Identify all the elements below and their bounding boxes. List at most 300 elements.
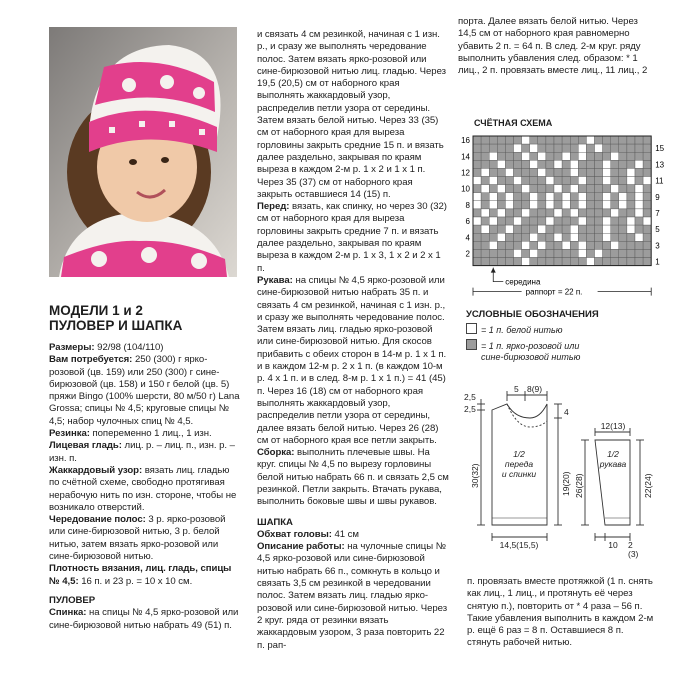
chart-cell bbox=[562, 233, 570, 241]
title-line-2: ПУЛОВЕР И ШАПКА bbox=[49, 318, 183, 333]
garment-schematics bbox=[455, 385, 670, 560]
chart-cell bbox=[522, 249, 530, 257]
chart-cell bbox=[554, 144, 562, 152]
chart-cell bbox=[570, 249, 578, 257]
column-1 bbox=[49, 342, 241, 632]
chart-row-number-left: 6 bbox=[465, 217, 470, 227]
sleeve-dim-bottom-b: 2 bbox=[628, 540, 633, 550]
chart-cell bbox=[514, 233, 522, 241]
jacquard-paragraph bbox=[49, 465, 241, 514]
chart-title: СЧЁТНАЯ СХЕМА bbox=[474, 118, 553, 128]
chart-cell bbox=[505, 185, 513, 193]
chart-cell bbox=[522, 217, 530, 225]
chart-cell bbox=[497, 160, 505, 168]
sleeves-label: Рукава: bbox=[257, 274, 293, 286]
chart-cell bbox=[570, 168, 578, 176]
chart-cell bbox=[635, 225, 643, 233]
chart-cell bbox=[627, 233, 635, 241]
chart-cell bbox=[611, 258, 619, 266]
chart-cell bbox=[562, 160, 570, 168]
chart-cell bbox=[473, 258, 481, 266]
chart-cell bbox=[554, 258, 562, 266]
chart-cell bbox=[578, 217, 586, 225]
chart-cell bbox=[603, 241, 611, 249]
chart-cell bbox=[505, 201, 513, 209]
chart-cell bbox=[627, 168, 635, 176]
chart-row-number-left: 14 bbox=[461, 152, 470, 162]
body-dim-left-a: 2,5 bbox=[464, 392, 476, 402]
chart-cell bbox=[619, 233, 627, 241]
hat-desc-paragraph bbox=[257, 541, 449, 652]
chart-row-number-right: 15 bbox=[655, 144, 665, 154]
chart-cell bbox=[635, 144, 643, 152]
gauge-paragraph bbox=[49, 563, 241, 588]
chart-cell bbox=[586, 241, 594, 249]
chart-cell bbox=[635, 168, 643, 176]
chart-cell bbox=[562, 201, 570, 209]
chart-cell bbox=[481, 144, 489, 152]
chart-cell bbox=[570, 144, 578, 152]
chart-cell bbox=[481, 193, 489, 201]
sizes-paragraph bbox=[49, 342, 241, 354]
stripes-paragraph bbox=[49, 514, 241, 563]
chart-cell bbox=[578, 193, 586, 201]
chart-cell bbox=[603, 209, 611, 217]
chart-cell bbox=[611, 177, 619, 185]
chart-cell bbox=[595, 144, 603, 152]
chart-cell bbox=[530, 160, 538, 168]
body-dim-left-b: 2,5 bbox=[464, 404, 476, 414]
chart-cell bbox=[546, 217, 554, 225]
back-text: на спицы № 4,5 ярко-розовой или сине-бирюзовой нитью набрать 49 (51) п. bbox=[49, 607, 239, 631]
chart-row-number-left: 8 bbox=[465, 200, 470, 210]
legend-white-text: = 1 п. белой нитью bbox=[481, 325, 563, 335]
chart-cell bbox=[514, 168, 522, 176]
chart-row-number-right: 9 bbox=[655, 192, 660, 202]
chart-cell bbox=[619, 201, 627, 209]
chart-cell bbox=[481, 136, 489, 144]
chart-cell bbox=[538, 185, 546, 193]
chart-cell bbox=[586, 201, 594, 209]
head-size-paragraph bbox=[257, 529, 449, 541]
front-text: вязать, как спинку, но через 30 (32) см от наборного края для выреза горловины закрыть средние 7 п. и вязать далее раздельно, закрывая по краям выреза в каждом 2-м р. 1 x 3, 1 x 2 и 2 x 1 п. bbox=[257, 201, 447, 274]
chart-row-number-right: 11 bbox=[655, 176, 664, 186]
chart-cell bbox=[611, 241, 619, 249]
chart-cell bbox=[473, 201, 481, 209]
chart-cell bbox=[481, 241, 489, 249]
chart-cell bbox=[643, 249, 651, 257]
chart-cell bbox=[627, 217, 635, 225]
chart-cell bbox=[635, 177, 643, 185]
chart-cell bbox=[627, 144, 635, 152]
chart-cell bbox=[530, 217, 538, 225]
chart-cell bbox=[586, 209, 594, 217]
body-dim-right-a: 4 bbox=[564, 407, 569, 417]
chart-cell bbox=[578, 177, 586, 185]
sleeve-name-2: рукава bbox=[599, 459, 627, 469]
chart-cell bbox=[473, 249, 481, 257]
chart-cell bbox=[489, 201, 497, 209]
sleeve-schematic bbox=[581, 428, 644, 541]
chart-cell bbox=[473, 233, 481, 241]
chart-cell bbox=[611, 193, 619, 201]
chart-cell bbox=[481, 233, 489, 241]
chart-cell bbox=[595, 160, 603, 168]
center-label: середина bbox=[505, 277, 541, 287]
chart-cell bbox=[554, 177, 562, 185]
chart-cell bbox=[635, 241, 643, 249]
chart-cell bbox=[514, 241, 522, 249]
chart-cell bbox=[603, 168, 611, 176]
chart-cell bbox=[530, 177, 538, 185]
chart-cell bbox=[497, 209, 505, 217]
chart-cell bbox=[643, 193, 651, 201]
chart-cell bbox=[481, 185, 489, 193]
sleeve-dim-right: 22(24) bbox=[643, 473, 653, 498]
chart-cell bbox=[481, 177, 489, 185]
chart-cell bbox=[554, 241, 562, 249]
chart-cell bbox=[530, 136, 538, 144]
body-dim-top-a: 5 bbox=[514, 385, 519, 394]
legend-grey-text-1: = 1 п. ярко-розовой или bbox=[481, 341, 580, 351]
chart-cell bbox=[505, 168, 513, 176]
chart-cell bbox=[643, 177, 651, 185]
chart-cell bbox=[586, 160, 594, 168]
chart-cell bbox=[578, 201, 586, 209]
chart-cell bbox=[603, 144, 611, 152]
chart-cell bbox=[595, 249, 603, 257]
chart-cell bbox=[522, 136, 530, 144]
chart-cell bbox=[554, 209, 562, 217]
chart-cell bbox=[481, 217, 489, 225]
sizes-label: Размеры: bbox=[49, 342, 95, 353]
rib-paragraph bbox=[49, 428, 241, 440]
chart-cell bbox=[546, 160, 554, 168]
chart-cell bbox=[546, 258, 554, 266]
chart-cell bbox=[546, 177, 554, 185]
chart-cell bbox=[627, 152, 635, 160]
materials-text: 250 (300) г ярко-розовой (цв. 159) или 250 (300) г сине-бирюзовой (цв. 158) и 150 г белой (цв. 5) пряжи Bingo (100% шерсти, 80 м/50 г) Lana Grossa; спицы № 4,5; круговые спицы № 4,5; набор чулочных спиц № 4,5. bbox=[49, 354, 240, 427]
chart-cell bbox=[554, 249, 562, 257]
chart-cell bbox=[554, 152, 562, 160]
chart-cell bbox=[570, 209, 578, 217]
chart-cell bbox=[522, 185, 530, 193]
chart-cell bbox=[489, 160, 497, 168]
jacquard-label: Жаккардовый узор: bbox=[49, 464, 143, 476]
column-2 bbox=[257, 29, 449, 652]
chart-cell bbox=[611, 168, 619, 176]
chart-row-number-right: 5 bbox=[655, 225, 660, 235]
chart-cell bbox=[554, 193, 562, 201]
legend-grey-text-2: сине-бирюзовой нитью bbox=[481, 352, 581, 362]
chart-cell bbox=[595, 209, 603, 217]
chart-cell bbox=[635, 217, 643, 225]
chart-cell bbox=[562, 193, 570, 201]
back-continued-paragraph: и связать 4 см резинкой, начиная с 1 изн. р., и сразу же выполнять чередование полос. Затем вязать ярко-розовой или сине-бирюзовой нитью лиц. гладью. Через 19,5 (20,5) см от наборного края выполнять жаккардовый узор, распределив петли узора от середины. Затем вязать белой нитью. Через 33 (35) см от наборного края для выреза горловины закрыть средние 15 п. и вязать далее раздельно, закрывая по краям выреза в каждом 2-м р. 1 x 2 и 1 x 1 п. Через 35 (37) см от наборного края закрыть оставшиеся 14 (15) п. bbox=[257, 29, 447, 200]
column-3-top bbox=[458, 16, 656, 77]
sleeve-schematic-labels bbox=[574, 421, 653, 559]
chart-cell bbox=[595, 185, 603, 193]
chart-cell bbox=[473, 241, 481, 249]
chart-cell bbox=[627, 185, 635, 193]
chart-cell bbox=[570, 201, 578, 209]
chart-cell bbox=[546, 152, 554, 160]
chart-cell bbox=[530, 249, 538, 257]
chart-cell bbox=[514, 209, 522, 217]
chart-cell bbox=[586, 258, 594, 266]
assembly-label: Сборка: bbox=[257, 447, 295, 459]
chart-cell bbox=[619, 160, 627, 168]
chart-cell bbox=[497, 249, 505, 257]
page-title bbox=[49, 303, 182, 333]
chart-cell bbox=[497, 136, 505, 144]
chart-cell bbox=[538, 160, 546, 168]
chart-cell bbox=[489, 193, 497, 201]
chart-cell bbox=[595, 136, 603, 144]
chart-cell bbox=[595, 258, 603, 266]
chart-cell bbox=[635, 201, 643, 209]
chart-cell bbox=[489, 136, 497, 144]
chart-cell bbox=[538, 144, 546, 152]
chart-cell bbox=[505, 177, 513, 185]
chart-cell bbox=[562, 209, 570, 217]
chart-cell bbox=[586, 136, 594, 144]
sleeves-paragraph bbox=[257, 275, 449, 447]
chart-cell bbox=[611, 136, 619, 144]
chart-cell bbox=[627, 201, 635, 209]
chart-cell bbox=[586, 152, 594, 160]
legend-title: УСЛОВНЫЕ ОБОЗНАЧЕНИЯ bbox=[466, 309, 599, 320]
chart-cell bbox=[546, 201, 554, 209]
chart-cell bbox=[497, 152, 505, 160]
chart-cell bbox=[603, 217, 611, 225]
chart-cell bbox=[554, 233, 562, 241]
chart-cell bbox=[505, 160, 513, 168]
chart-cell bbox=[603, 193, 611, 201]
chart-cell bbox=[595, 233, 603, 241]
chart-cell bbox=[611, 249, 619, 257]
chart-cell bbox=[546, 225, 554, 233]
chart-cell bbox=[603, 152, 611, 160]
chart-cell bbox=[595, 193, 603, 201]
chart-cell bbox=[635, 233, 643, 241]
chart-cell bbox=[497, 193, 505, 201]
chart-cell bbox=[603, 225, 611, 233]
chart-cell bbox=[514, 258, 522, 266]
chart-cell bbox=[554, 136, 562, 144]
chart-cell bbox=[530, 152, 538, 160]
chart-cell bbox=[530, 209, 538, 217]
sleeves-text: на спицы № 4,5 ярко-розовой или сине-бирюзовой нитью набрать 35 п. и связать 4 см резинкой, начиная с 1 изн. р., и сразу же выполнять чередование полос. Затем вязать лиц. гладью ярко-розовой или сине-бирюзовой нитью. Для скосов прибавить с обеих сторон в 14-м р. 1 x 1 п. и в каждом 12-м р. 2 x 1 п. (в каждом 10-м р. 4 x 1 п. и в след. 8-м р. 1 x 1 п.) = 41 (45) п. Через 16 (18) см от наборного края выполнять жаккардовый узор, распределив петли узора от середины, далее вязать белой нитью. Через 26 (28) см от наборного края все петли закрыть. bbox=[257, 274, 447, 446]
chart-cell bbox=[570, 185, 578, 193]
stockinette-paragraph bbox=[49, 440, 241, 465]
chart-cell bbox=[570, 152, 578, 160]
chart-cell bbox=[546, 144, 554, 152]
chart-cell bbox=[619, 185, 627, 193]
head-size-label: Обхват головы: bbox=[257, 528, 332, 540]
chart-cell bbox=[546, 185, 554, 193]
chart-cell bbox=[578, 160, 586, 168]
chart-cell bbox=[497, 177, 505, 185]
chart-cell bbox=[554, 217, 562, 225]
body-name-2: переда bbox=[504, 459, 534, 469]
chart-cell bbox=[497, 233, 505, 241]
chart-row-number-left: 2 bbox=[465, 249, 470, 259]
chart-cell bbox=[586, 193, 594, 201]
chart-cell bbox=[489, 152, 497, 160]
chart-cell bbox=[635, 209, 643, 217]
column-3-bottom bbox=[467, 576, 659, 650]
chart-cell bbox=[635, 185, 643, 193]
chart-cell bbox=[635, 136, 643, 144]
chart-cell bbox=[586, 168, 594, 176]
chart-cell bbox=[505, 258, 513, 266]
chart-cell bbox=[522, 144, 530, 152]
chart-cell bbox=[619, 249, 627, 257]
chart-row-number-left: 12 bbox=[461, 168, 470, 178]
chart-cell bbox=[546, 233, 554, 241]
chart-cell bbox=[554, 185, 562, 193]
chart-cell bbox=[489, 233, 497, 241]
chart-cell bbox=[473, 144, 481, 152]
chart-cell bbox=[643, 258, 651, 266]
chart-cell bbox=[611, 217, 619, 225]
chart-cell bbox=[514, 152, 522, 160]
body-dim-right-b: 19(20) bbox=[561, 471, 571, 496]
stripes-label: Чередование полос: bbox=[49, 514, 146, 526]
chart-cell bbox=[497, 144, 505, 152]
chart-cell bbox=[619, 168, 627, 176]
chart-cell bbox=[619, 177, 627, 185]
chart-cell bbox=[595, 152, 603, 160]
chart-cell bbox=[603, 160, 611, 168]
back-paragraph bbox=[49, 607, 241, 632]
chart-cell bbox=[627, 136, 635, 144]
jacquard-text: вязать лиц. гладью по счётной схеме, свободно протягивая нерабочую нить по изн. стороне, чтобы не возникало отверстий. bbox=[49, 464, 237, 513]
hat-finish-paragraph: п. провязать вместе протяжкой (1 п. снять как лиц., 1 лиц., и протянуть её через снятую п.), повторить от * 4 раза – 56 п. Такие убавления выполнить в каждом 2-м р. ещё 6 раз = 8 п. Оставшиеся 8 п. стянуть рабочей нитью. bbox=[467, 576, 654, 649]
sleeve-dim-top: 12(13) bbox=[600, 421, 626, 431]
chart-cell bbox=[586, 177, 594, 185]
stockinette-text: лиц. р. – лиц. п., изн. р. – изн. п. bbox=[49, 440, 235, 464]
chart-cell bbox=[505, 217, 513, 225]
chart-cell bbox=[578, 249, 586, 257]
chart-cell bbox=[611, 144, 619, 152]
rapport-label: раппорт = 22 п. bbox=[525, 287, 583, 296]
chart-cell bbox=[570, 258, 578, 266]
chart-row-number-right: 13 bbox=[655, 160, 665, 170]
back-label: Спинка: bbox=[49, 607, 87, 619]
chart-cell bbox=[643, 160, 651, 168]
chart-cell bbox=[489, 249, 497, 257]
chart-cell bbox=[603, 201, 611, 209]
chart-cell bbox=[473, 160, 481, 168]
chart-cell bbox=[578, 241, 586, 249]
assembly-paragraph bbox=[257, 447, 449, 508]
chart-cell bbox=[570, 217, 578, 225]
chart-cell bbox=[586, 185, 594, 193]
chart-cell bbox=[627, 209, 635, 217]
chart-cell bbox=[530, 193, 538, 201]
chart-cell bbox=[627, 249, 635, 257]
sizes-text: 92/98 (104/110) bbox=[94, 342, 164, 353]
chart-cell bbox=[505, 225, 513, 233]
chart-cell bbox=[546, 241, 554, 249]
chart-cell bbox=[505, 136, 513, 144]
body-dim-bottom: 14,5(15,5) bbox=[499, 540, 539, 550]
chart-cell bbox=[603, 185, 611, 193]
chart-cell bbox=[586, 144, 594, 152]
chart-cell bbox=[481, 201, 489, 209]
chart-cell bbox=[473, 177, 481, 185]
chart-cell bbox=[514, 193, 522, 201]
rib-label: Резинка: bbox=[49, 428, 90, 440]
chart-cell bbox=[595, 177, 603, 185]
chart-row-number-right: 1 bbox=[655, 257, 660, 267]
chart-cell bbox=[481, 225, 489, 233]
stripes-text: 3 р. ярко-розовой или сине-бирюзовой нитью, 3 р. белой нитью, затем вязать ярко-розовой или сине-бирюзовой нитью. bbox=[49, 514, 226, 563]
chart-row-number-left: 4 bbox=[465, 233, 470, 243]
chart-cell bbox=[514, 201, 522, 209]
chart-cell bbox=[514, 160, 522, 168]
chart-cell bbox=[473, 217, 481, 225]
chart-row-number-left: 16 bbox=[461, 136, 470, 146]
chart-cell bbox=[538, 258, 546, 266]
chart-cell bbox=[611, 201, 619, 209]
chart-cell bbox=[643, 168, 651, 176]
chart-cell bbox=[619, 144, 627, 152]
chart-cell bbox=[505, 144, 513, 152]
chart-cell bbox=[505, 209, 513, 217]
legend-grey bbox=[466, 339, 580, 363]
hat-continued-paragraph: порта. Далее вязать белой нитью. Через 14,5 см от наборного края равномерно убавить 2 п. = 64 п. В след. 2-м круг. ряду выполнить убавления след. образом: * 1 лиц., 2 п. провязать вместе лиц., 11 лиц., 2 bbox=[458, 16, 648, 77]
chart-cell bbox=[578, 185, 586, 193]
chart-cell bbox=[595, 168, 603, 176]
hat-desc-text: на чулочные спицы № 4,5 ярко-розовой или сине-бирюзовой нитью набрать 66 п., сомкнуть в кольцо и связать 3,5 см резинкой в чередовании полос. Затем вязать лиц. гладью ярко-розовой или сине-бирюзовой нитью. Через 2 круг. ряда от резинки вязать жаккардовым узором, 3 раза повторить 22 п. рап- bbox=[257, 541, 448, 651]
chart-cell bbox=[578, 258, 586, 266]
chart-cell bbox=[481, 209, 489, 217]
chart-cell bbox=[619, 258, 627, 266]
stockinette-label: Лицевая гладь: bbox=[49, 440, 122, 452]
chart-cell bbox=[562, 225, 570, 233]
chart-cell bbox=[522, 241, 530, 249]
chart-cell bbox=[619, 152, 627, 160]
chart-cell bbox=[570, 193, 578, 201]
gauge-label: Плотность вязания, лиц. гладь, спицы № 4,5: bbox=[49, 563, 232, 587]
front-label: Перед: bbox=[257, 201, 290, 213]
chart-cell bbox=[562, 136, 570, 144]
chart-cell bbox=[505, 233, 513, 241]
chart-cell bbox=[562, 168, 570, 176]
white-swatch-icon bbox=[466, 323, 477, 334]
chart-cell bbox=[489, 209, 497, 217]
materials-paragraph bbox=[49, 354, 241, 428]
chart-cell bbox=[619, 209, 627, 217]
chart-cell bbox=[595, 241, 603, 249]
chart-cell bbox=[603, 249, 611, 257]
chart-cell bbox=[538, 209, 546, 217]
chart-cell bbox=[578, 152, 586, 160]
chart-cell bbox=[530, 225, 538, 233]
chart-cell bbox=[619, 225, 627, 233]
chart-cell bbox=[546, 168, 554, 176]
chart-cell bbox=[497, 168, 505, 176]
chart-cell bbox=[473, 209, 481, 217]
chart-cell bbox=[489, 225, 497, 233]
chart-cell bbox=[481, 160, 489, 168]
chart-cell bbox=[473, 185, 481, 193]
chart-cell bbox=[489, 185, 497, 193]
hat-photo bbox=[49, 27, 237, 277]
